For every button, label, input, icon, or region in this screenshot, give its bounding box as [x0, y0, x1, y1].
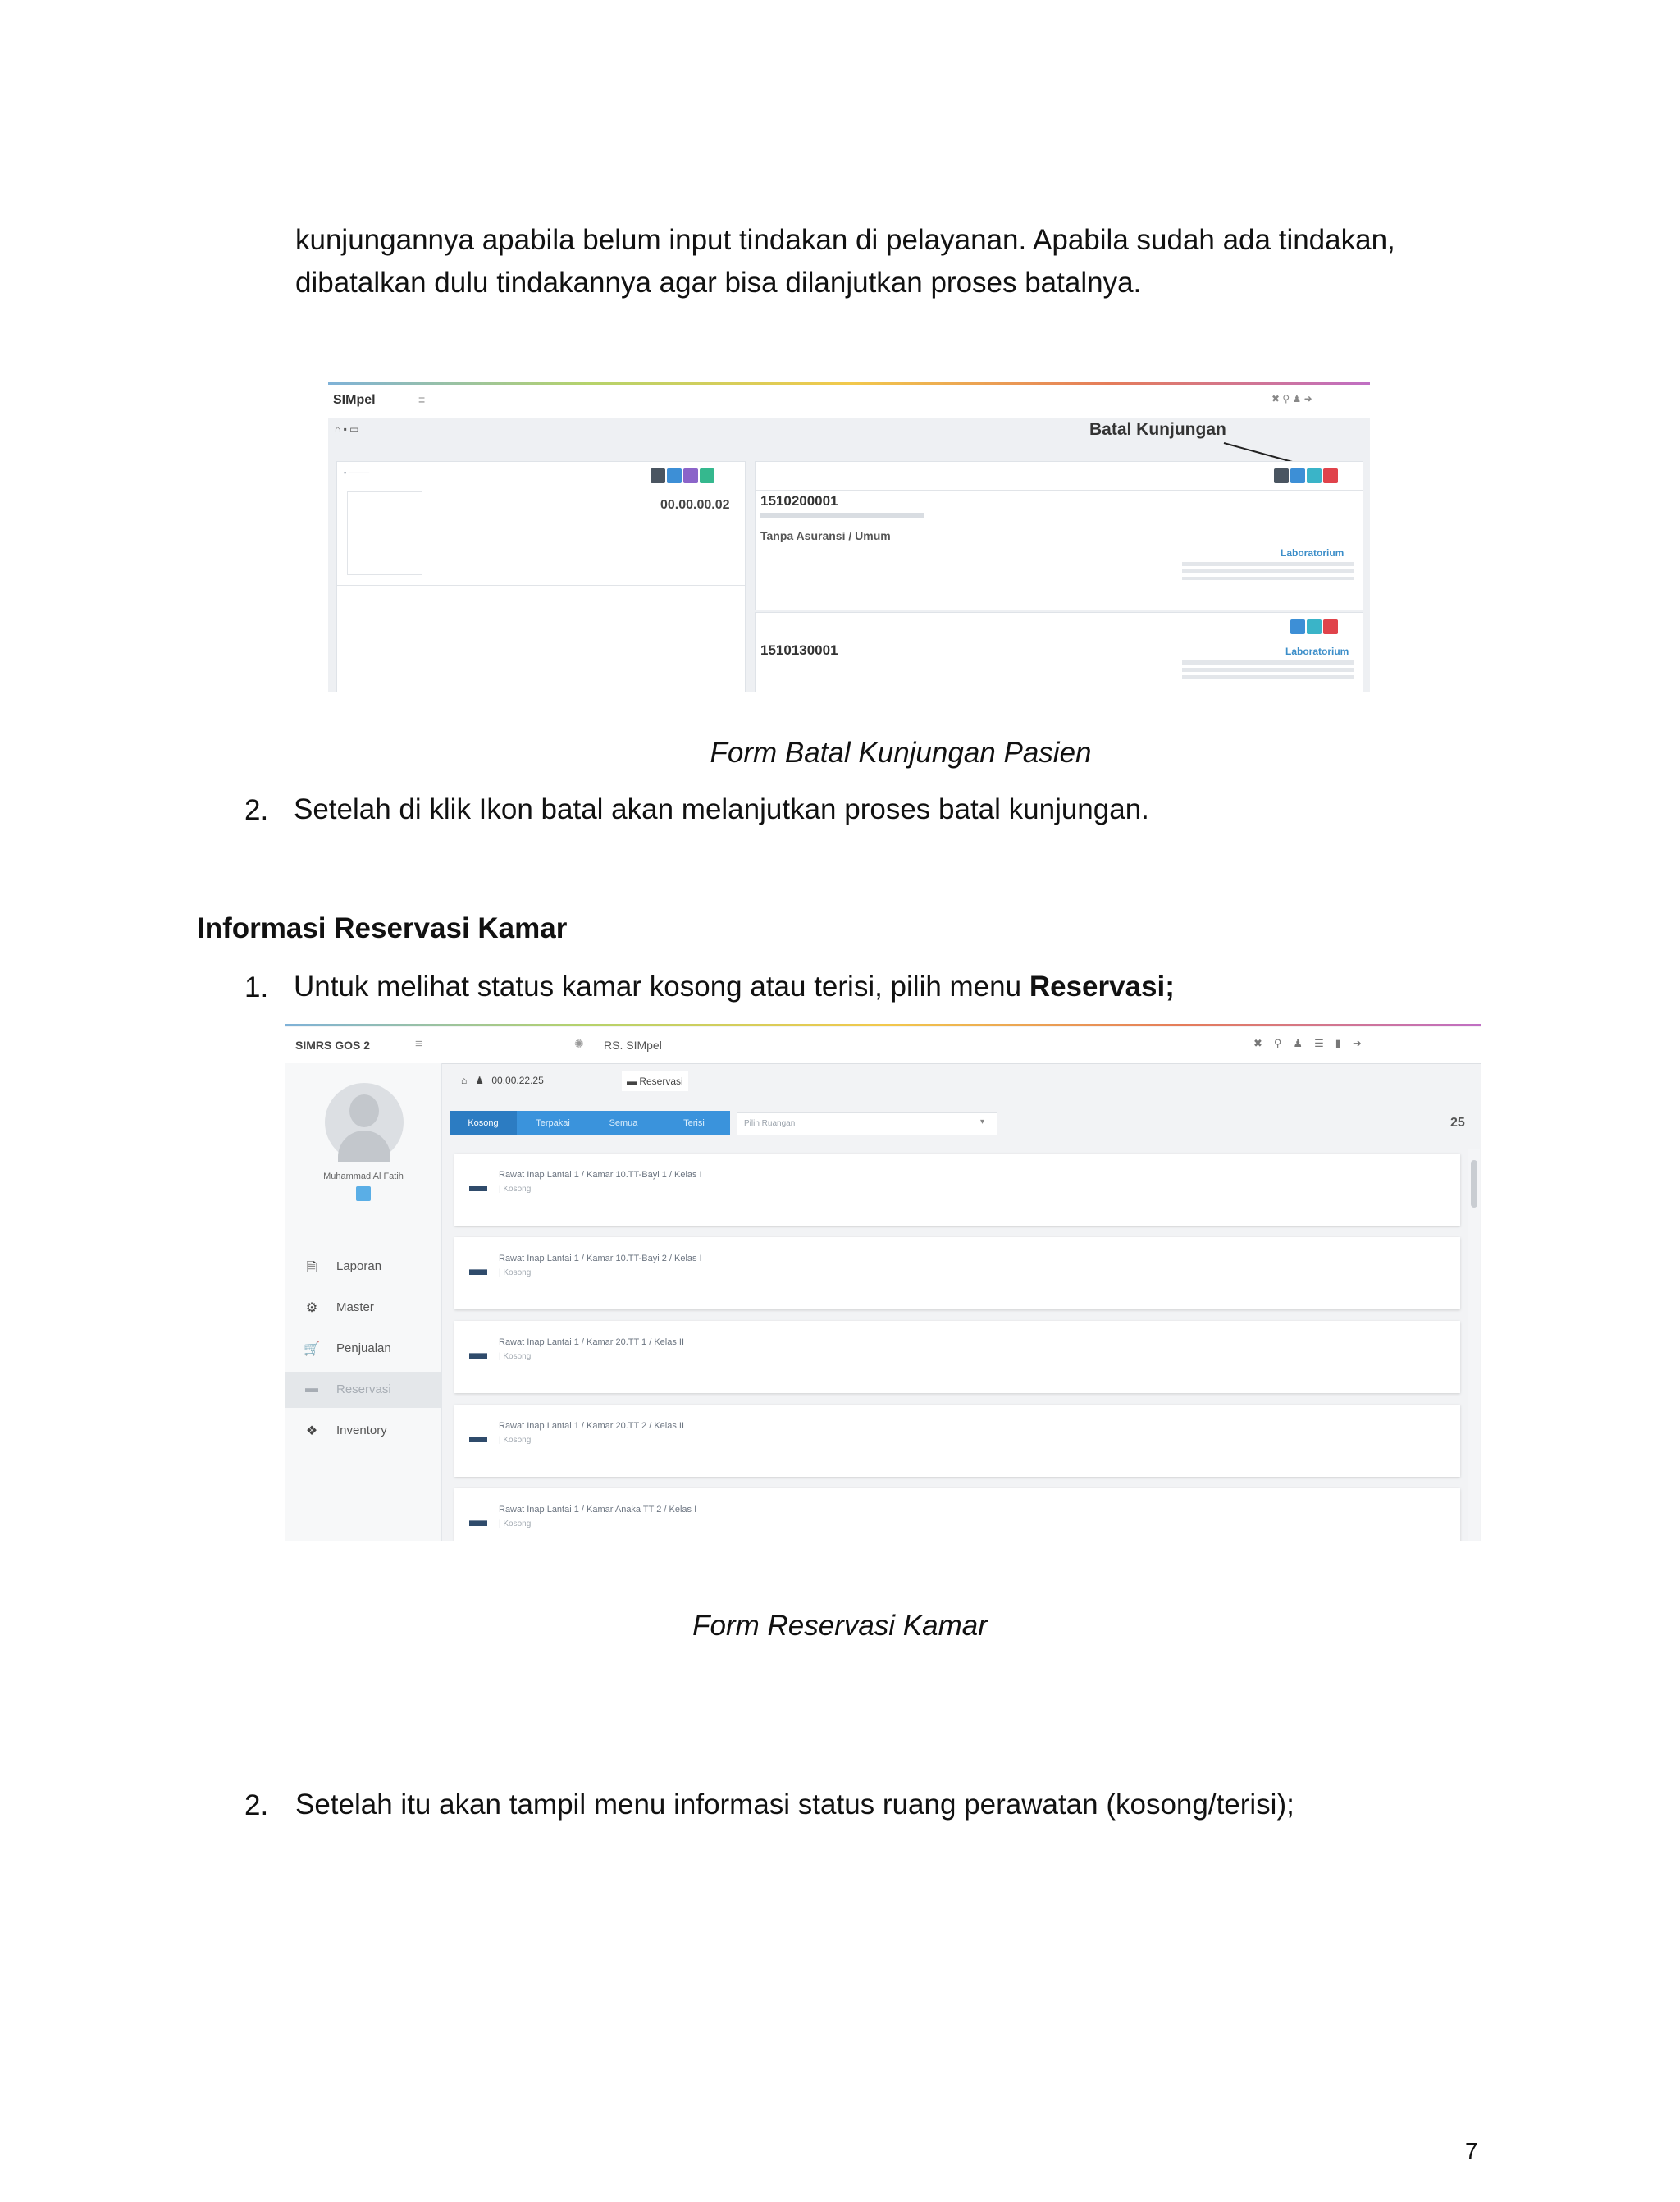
action-button[interactable] — [1307, 468, 1322, 483]
patient-id: 00.00.00.02 — [660, 498, 730, 512]
top-bar — [328, 385, 1370, 418]
breadcrumb — [461, 1075, 544, 1086]
room-status: | Kosong — [499, 1185, 532, 1194]
intro-line-2: dibatalkan dulu tindakannya agar bisa dilanjutkan proses batalnya. — [295, 267, 1142, 299]
list-item[interactable] — [454, 1154, 1460, 1226]
bed-icon: ▬ — [469, 1426, 487, 1446]
intro-line-1: kunjungannya apabila belum input tindakan di pelayanan. Apabila sudah ada tindakan, — [295, 224, 1395, 256]
step1-text — [294, 965, 1175, 1009]
step3-text: Setelah itu akan tampil menu informasi status ruang perawatan (kosong/terisi); — [295, 1789, 1294, 1821]
cart-icon: 🛒 — [304, 1342, 320, 1356]
batal-button[interactable] — [1323, 468, 1338, 483]
tab-label: Reservasi — [639, 1076, 683, 1087]
tab-semua[interactable]: Semua — [609, 1118, 638, 1128]
step1-text-main: Untuk melihat status kamar kosong atau terisi, pilih menu — [294, 971, 1029, 1003]
bed-icon: ▬ — [469, 1510, 487, 1530]
scrollbar-thumb[interactable] — [1471, 1160, 1477, 1208]
unit-detail-text — [1182, 562, 1354, 580]
visit-panel-2 — [755, 612, 1363, 692]
action-button[interactable] — [651, 468, 665, 483]
room-label: Rawat Inap Lantai 1 / Kamar 10.TT-Bayi 1 / Kelas I — [499, 1170, 702, 1180]
visit-panel-1 — [755, 461, 1363, 610]
figure-batal-kunjungan — [328, 382, 1370, 692]
action-button[interactable] — [667, 468, 682, 483]
breadcrumb-code[interactable]: 00.00.22.25 — [491, 1075, 544, 1086]
figure1-caption: Form Batal Kunjungan Pasien — [710, 737, 1092, 769]
section-heading: Informasi Reservasi Kamar — [197, 912, 568, 944]
status-tabs — [450, 1111, 730, 1135]
page-number: 7 — [1465, 2138, 1478, 2163]
chevron-down-icon: ▾ — [980, 1117, 985, 1126]
room-status: | Kosong — [499, 1352, 532, 1361]
sidebar-item-label: Inventory — [336, 1423, 387, 1437]
room-status: | Kosong — [499, 1519, 532, 1528]
visit-number: 1510200001 — [760, 493, 838, 509]
sidebar-item-label: Master — [336, 1300, 374, 1314]
avatar — [325, 1083, 404, 1162]
action-button[interactable] — [1290, 619, 1305, 634]
sidebar-item-reservasi[interactable] — [285, 1372, 441, 1408]
room-label: Rawat Inap Lantai 1 / Kamar 10.TT-Bayi 2 / Kelas I — [499, 1254, 702, 1263]
menu-toggle-icon[interactable]: ≡ — [418, 393, 426, 406]
visit-date-text — [760, 513, 924, 518]
sidebar-item-label: Laporan — [336, 1259, 382, 1273]
room-label: Rawat Inap Lantai 1 / Kamar 20.TT 2 / Kelas II — [499, 1421, 685, 1431]
cubes-icon: ❖ — [305, 1424, 318, 1438]
bed-icon: ▬ — [305, 1382, 318, 1396]
tab-terisi[interactable]: Terisi — [683, 1118, 705, 1128]
insurance-label: Tanpa Asuransi / Umum — [760, 529, 891, 542]
room-label: Rawat Inap Lantai 1 / Kamar 20.TT 1 / Kelas II — [499, 1337, 685, 1347]
action-button[interactable] — [683, 468, 698, 483]
action-button[interactable] — [1307, 619, 1322, 634]
unit-label: Laboratorium — [1281, 547, 1344, 559]
sidebar-item-label: Penjualan — [336, 1341, 391, 1355]
bed-icon: ▬ — [469, 1175, 487, 1195]
action-button[interactable] — [1274, 468, 1289, 483]
tab-terpakai[interactable]: Terpakai — [536, 1118, 570, 1128]
sidebar — [285, 1063, 442, 1541]
app-logo: SIMpel — [333, 393, 376, 407]
room-label: Rawat Inap Lantai 1 / Kamar Anaka TT 2 / Kelas I — [499, 1505, 697, 1514]
patient-info-panel — [336, 461, 746, 692]
room-status: | Kosong — [499, 1436, 532, 1445]
gradient-bar — [285, 1024, 1481, 1026]
user-name: Muhammad Al Fatih — [323, 1172, 404, 1181]
room-status: | Kosong — [499, 1268, 532, 1277]
list-item[interactable] — [454, 1321, 1460, 1393]
step3-number: 2. — [244, 1789, 269, 1821]
sidebar-item-inventory[interactable] — [285, 1413, 441, 1449]
home-icon[interactable]: ⌂ ▪ ▭ — [335, 423, 359, 435]
step1-number: 1. — [244, 971, 269, 1003]
menu-toggle-icon[interactable]: ≡ — [415, 1037, 422, 1051]
document-icon: 🗎 — [306, 1261, 317, 1275]
tab-kosong[interactable]: Kosong — [450, 1111, 517, 1135]
figure2-caption: Form Reservasi Kamar — [692, 1610, 988, 1642]
divider — [337, 585, 745, 586]
topbar-icons[interactable]: ✖ ⚲ ♟ ➜ — [1271, 393, 1312, 404]
list-item[interactable] — [454, 1237, 1460, 1309]
top-bar — [285, 1027, 1481, 1064]
scrollbar[interactable] — [1468, 1149, 1480, 1541]
batal-kunjungan-callout: Batal Kunjungan — [1089, 420, 1226, 439]
sidebar-item-penjualan[interactable] — [285, 1331, 441, 1367]
sidebar-item-master[interactable] — [285, 1290, 441, 1326]
person-icon: ♟ — [475, 1075, 485, 1086]
sidebar-item-laporan[interactable] — [285, 1249, 441, 1285]
action-button[interactable] — [700, 468, 714, 483]
action-button[interactable] — [1290, 468, 1305, 483]
panel-header: ▪ ──── — [344, 468, 370, 477]
step2-text: Setelah di klik Ikon batal akan melanjutkan proses batal kunjungan. — [294, 793, 1149, 825]
settings-icon[interactable]: ✺ — [574, 1037, 584, 1050]
room-select-placeholder: Pilih Ruangan — [744, 1119, 796, 1128]
user-status-icon[interactable] — [356, 1186, 371, 1201]
topbar-icons[interactable]: ✖⚲♟☰▮➜ — [1253, 1037, 1373, 1049]
home-icon[interactable]: ⌂ — [461, 1075, 468, 1086]
patient-photo — [347, 491, 422, 575]
bed-icon: ▬ — [469, 1259, 487, 1279]
room-select[interactable] — [737, 1112, 998, 1135]
room-count: 25 — [1450, 1116, 1465, 1130]
unit-label: Laboratorium — [1285, 646, 1349, 657]
bed-icon: ▬ — [627, 1076, 640, 1087]
action-button[interactable] — [1323, 619, 1338, 634]
sidebar-item-label: Reservasi — [336, 1382, 391, 1396]
app-title: SIMRS GOS 2 — [295, 1039, 371, 1052]
tab-reservasi[interactable] — [622, 1071, 688, 1091]
gears-icon: ⚙ — [305, 1301, 318, 1315]
hospital-name: RS. SIMpel — [604, 1039, 662, 1052]
step2-number: 2. — [244, 794, 269, 826]
list-item[interactable] — [454, 1488, 1460, 1541]
unit-detail-text — [1182, 660, 1354, 683]
divider — [756, 490, 1363, 491]
figure-reservasi-kamar — [285, 1024, 1481, 1541]
step1-text-bold: Reservasi; — [1029, 971, 1175, 1003]
visit-number: 1510130001 — [760, 642, 838, 658]
bed-icon: ▬ — [469, 1342, 487, 1363]
list-item[interactable] — [454, 1405, 1460, 1477]
room-list — [445, 1149, 1481, 1541]
